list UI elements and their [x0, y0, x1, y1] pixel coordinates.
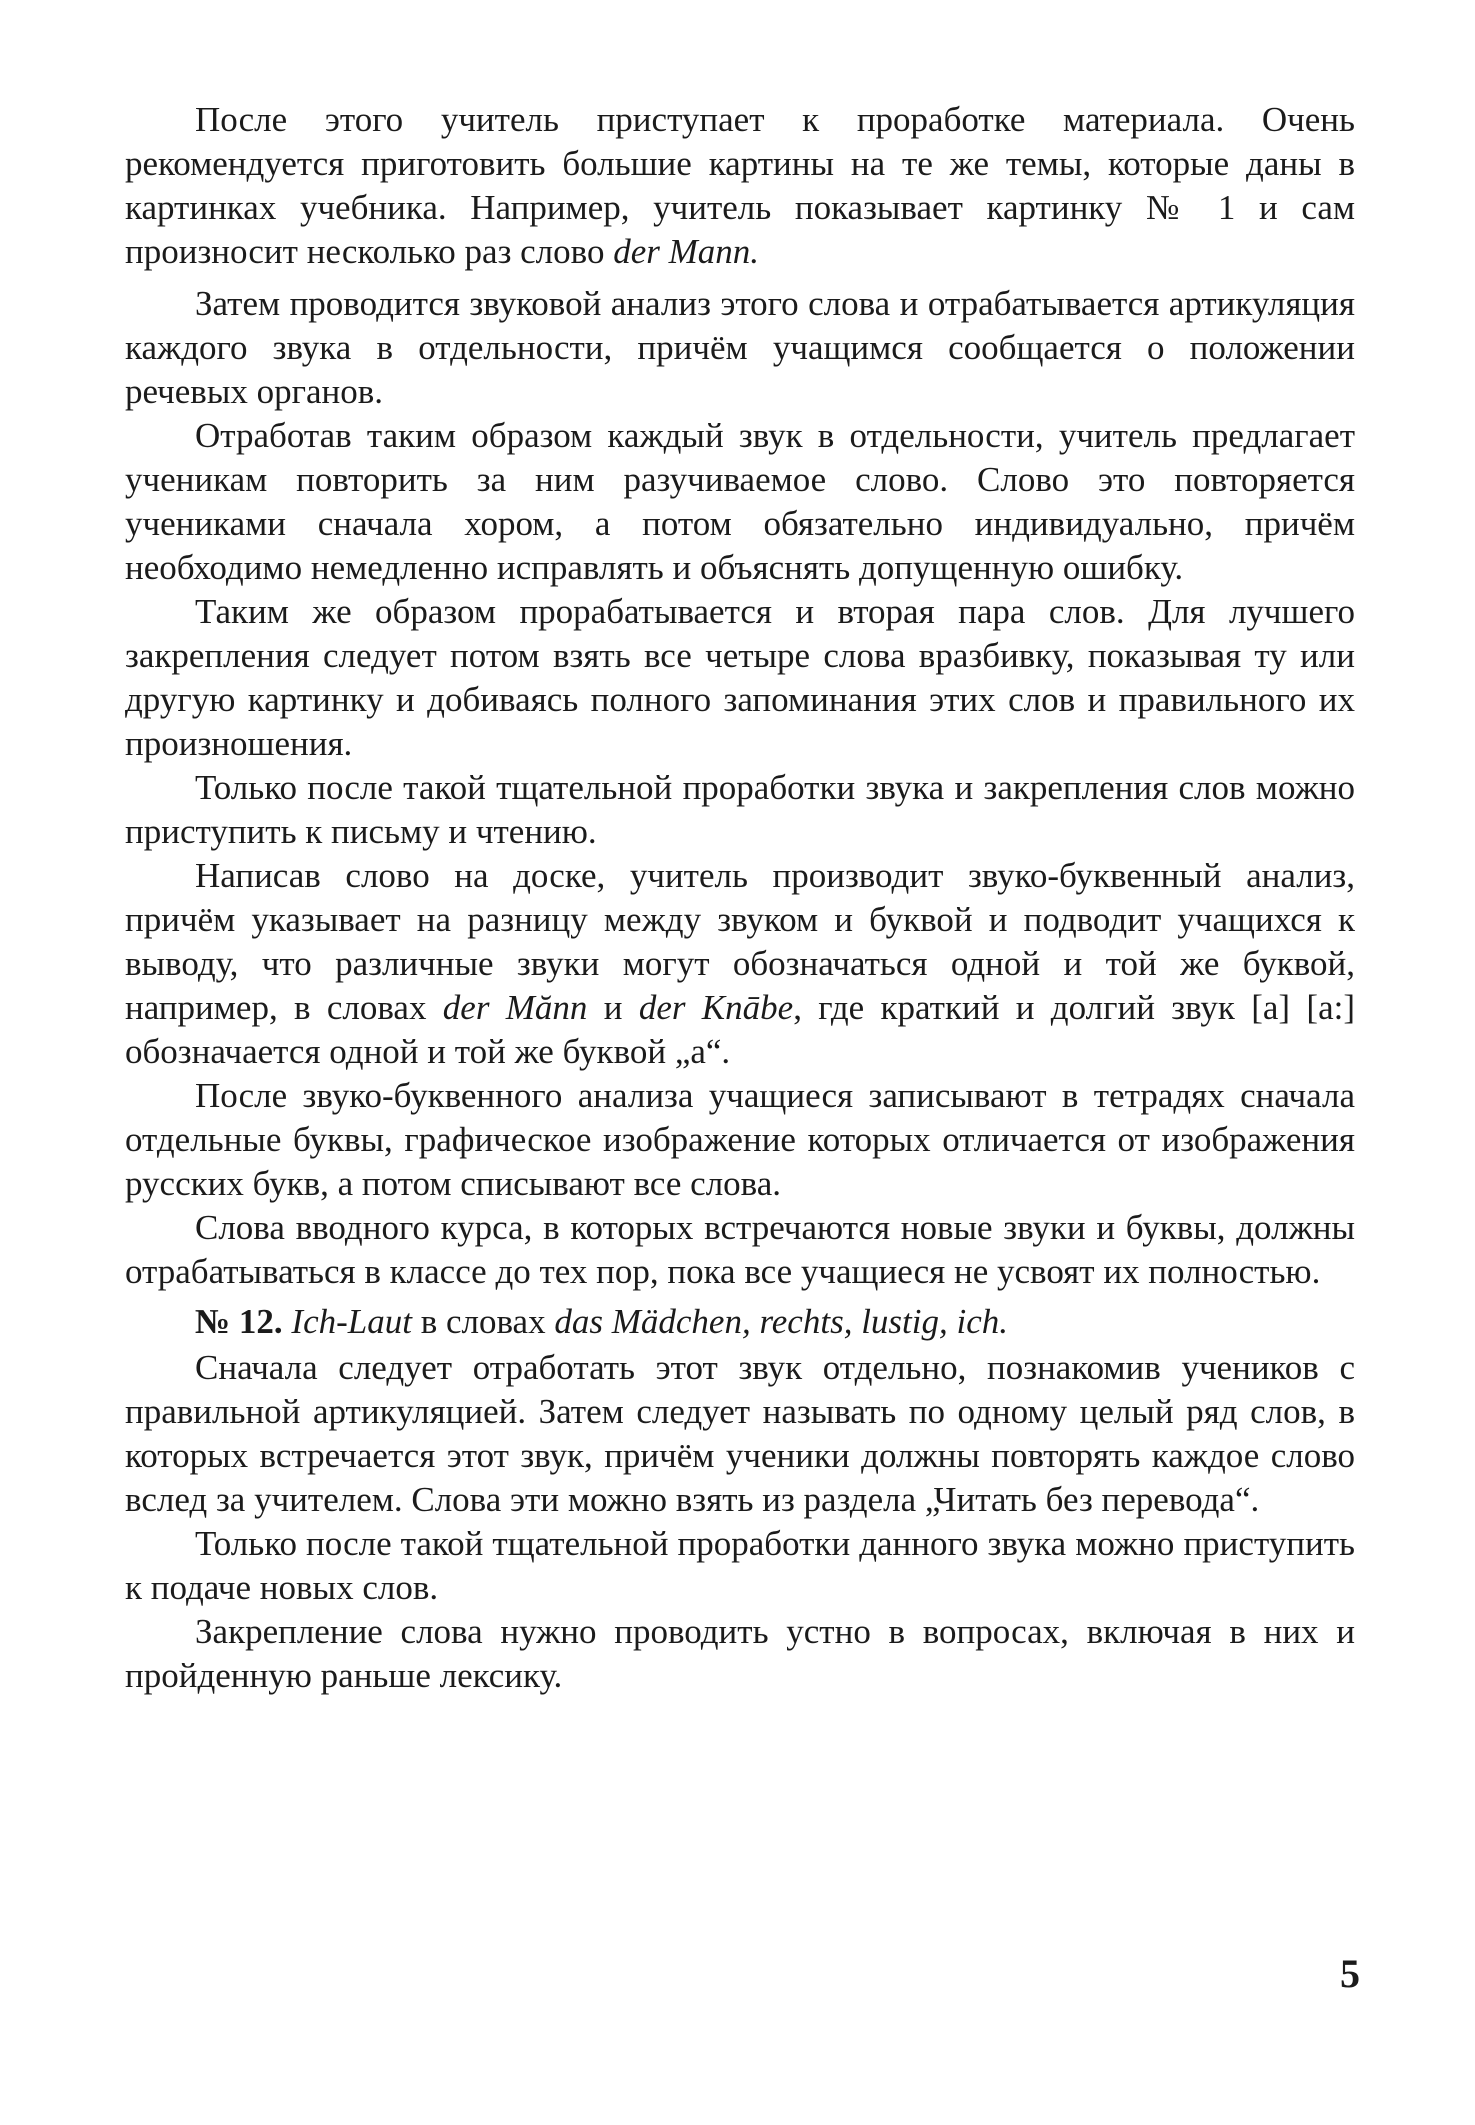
paragraph: Таким же образом прорабатывается и вторая пара слов. Для лучшего закрепления следует потом взять все четыре слова вразбивку, показывая ту или другую картинку и добиваясь полного запоминания этих слов и правильного их произношения. — [125, 592, 1355, 763]
section-number: № 12. — [195, 1302, 283, 1341]
paragraph-text: , где краткий и долгий звук [a] [a:] обозначается одной и той же буквой „а“. — [125, 988, 1355, 1071]
italic-term: der Knābe — [638, 988, 794, 1027]
section-title: Ich-Laut — [291, 1302, 412, 1341]
page-number: 5 — [1340, 1951, 1360, 1996]
section-middle: в словах — [411, 1302, 555, 1341]
italic-term: der Măпп — [442, 988, 588, 1027]
section-words: das Mädchen, rechts, lustig, ich. — [554, 1302, 1008, 1341]
paragraph: Отработав таким образом каждый звук в отдельности, учитель предлагает ученикам повторить за ним разучиваемое слово. Слово это повторяется учениками сначала хором, а потом обязательно индивидуально, причём необходимо немедленно исправлять и объяснять допущенную ошибку. — [125, 416, 1355, 587]
paragraph: Только после такой тщательной проработки звука и закрепления слов можно приступить к письму и чтению. — [125, 768, 1355, 851]
paragraph: Закрепление слова нужно проводить устно в вопросах, включая в них и пройденную раньше лексику. — [125, 1612, 1355, 1695]
paragraph: После звуко-буквенного анализа учащиеся записывают в тетрадях сначала отдельные буквы, графическое изображение которых отличается от изображения русских букв, а потом списывают все слова. — [125, 1076, 1355, 1203]
paragraph-text: Написав слово на доске, учитель производит звуко-буквенный анализ, причём указывает на разницу между звуком и буквой и подводит учащихся к выводу, что различные звуки могут обозначаться одной и той же буквой, например, в словах — [125, 856, 1355, 1027]
paragraph-text: После этого учитель приступает к проработке материала. Очень рекомендуется приготовить большие картины на те же темы, которые даны в картинках учебника. Например, учитель показывает картинку № 1 и сам произносит несколько раз слово — [125, 100, 1355, 271]
body-text — [125, 98, 1355, 1698]
italic-term: der Mann. — [613, 232, 760, 271]
paragraph: Сначала следует отработать этот звук отдельно, познакомив учеников с правильной артикуляцией. Затем следует называть по одному целый ряд слов, в которых встречается этот звук, причём ученики должны повторять каждое слово вслед за учителем. Слова эти можно взять из раздела „Читать без перевода“. — [125, 1348, 1355, 1519]
paragraph: Только после такой тщательной проработки данного звука можно приступить к подаче новых слов. — [125, 1524, 1355, 1607]
paragraph-text: и — [587, 988, 639, 1027]
section-heading — [125, 1300, 1355, 1344]
paragraph: Слова вводного курса, в которых встречаются новые звуки и буквы, должны отрабатываться в классе до тех пор, пока все учащиеся не усвоят их полностью. — [125, 1208, 1355, 1291]
paragraph: Затем проводится звуковой анализ этого слова и отрабатывается артикуляция каждого звука в отдельности, причём учащимся сообщается о положении речевых органов. — [125, 284, 1355, 411]
paragraph — [125, 98, 1355, 274]
paragraph — [125, 854, 1355, 1074]
